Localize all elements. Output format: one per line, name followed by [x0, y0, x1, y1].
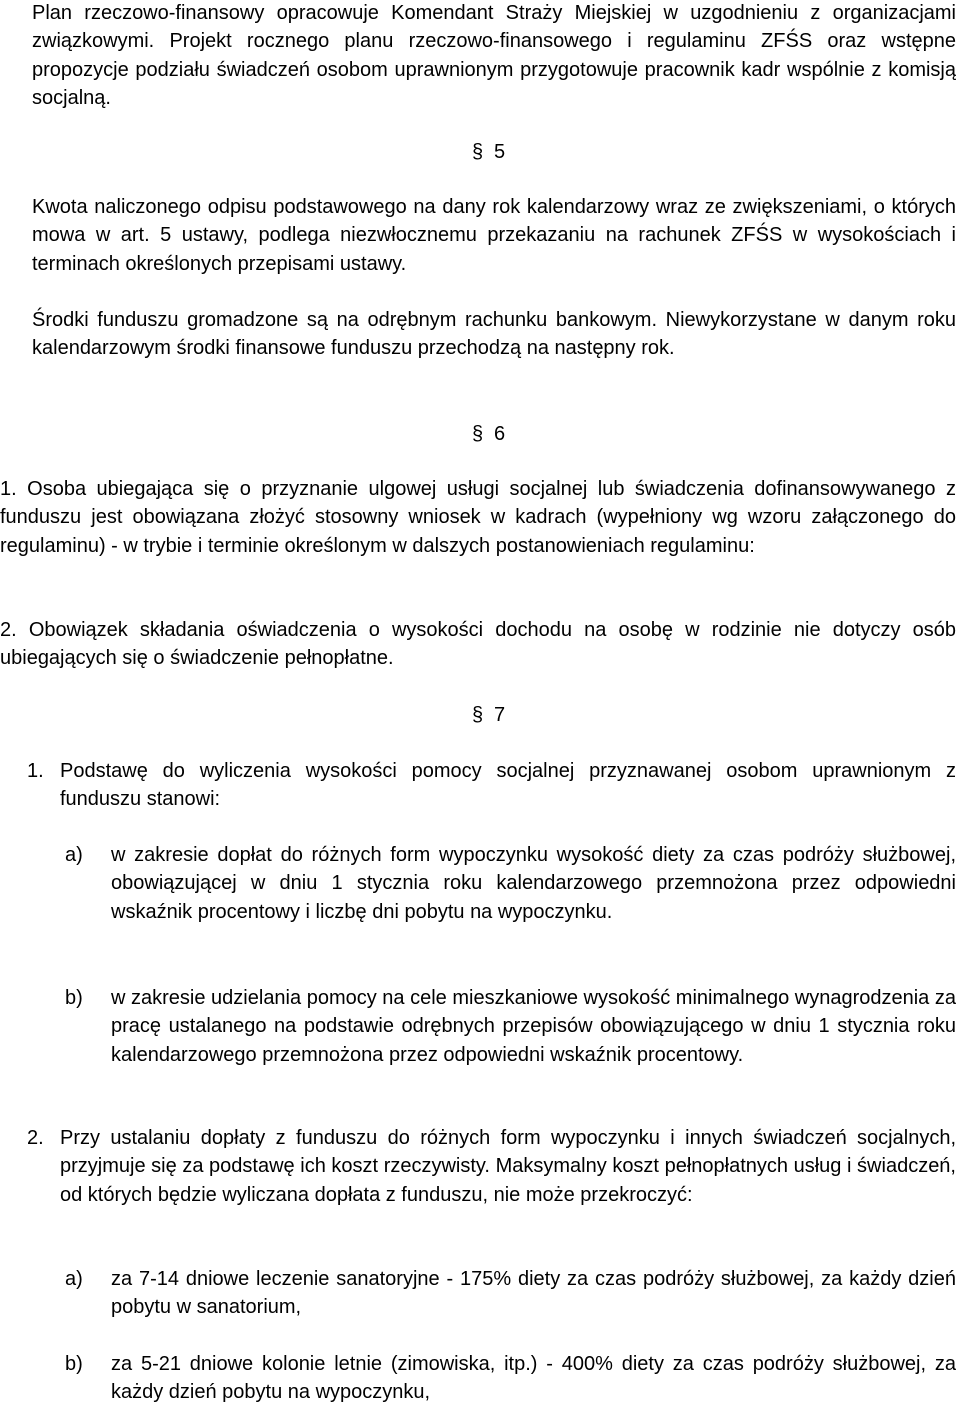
- item-text: Osoba ubiegająca się o przyznanie ulgowej usługi socjalnej lub świadczenia dofinansowywanego z funduszu jest obowiązana złożyć stosowny wniosek w kadrach (wypełniony wg wzoru załączonego do regulaminu) - w trybie i terminie określonym w dalszych postanowieniach regulaminu:: [0, 478, 957, 557]
- section-number: 7: [494, 704, 506, 726]
- section-7-item-1-b: [65, 984, 956, 1069]
- item-marker: 2.: [0, 619, 17, 641]
- section-sign: §: [472, 423, 484, 445]
- section-6-heading: [472, 420, 532, 448]
- section-5-paragraph-1: Kwota naliczonego odpisu podstawowego na dany rok kalendarzowy wraz ze zwiększeniami, o których mowa w art. 5 ustawy, podlega niezwłocznemu przekazaniu na rachunek ZFŚS w wysokościach i terminach określonych przepisami ustawy.: [32, 196, 956, 275]
- item-marker: b): [65, 987, 83, 1009]
- item-marker: 1.: [0, 478, 17, 500]
- section-6-item-1: [0, 475, 956, 560]
- item-text: Podstawę do wyliczenia wysokości pomocy socjalnej przyznawanej osobom uprawnionym z funduszu stanowi:: [60, 760, 956, 811]
- item-text: Obowiązek składania oświadczenia o wysokości dochodu na osobę w rodzinie nie dotyczy osób ubiegających się o świadczenie pełnopłatne.: [0, 619, 956, 670]
- section-number: 6: [494, 423, 506, 445]
- intro-paragraph: Plan rzeczowo-finansowy opracowuje Komendant Straży Miejskiej w uzgodnieniu z organizacjami związkowymi. Projekt rocznego planu rzeczowo-finansowego i regulaminu ZFŚS oraz wstępne propozycje podziału świadczeń osobom uprawnionym przygotowuje pracownik kadr wspólnie z komisją socjalną.: [32, 2, 956, 110]
- section-7-item-1-a: [65, 841, 956, 926]
- section-7-item-2: [27, 1124, 956, 1209]
- item-text: w zakresie udzielania pomocy na cele mieszkaniowe wysokość minimalnego wynagrodzenia za pracę ustalanego na podstawie odrębnych przepisów obowiązującego w dniu 1 stycznia roku kalendarzowego przemnożona przez odpowiedni wskaźnik procentowy.: [111, 987, 956, 1066]
- section-5-heading: [472, 138, 532, 166]
- item-marker: 2.: [27, 1127, 44, 1149]
- item-text: Przy ustalaniu dopłaty z funduszu do różnych form wypoczynku i innych świadczeń socjalnych, przyjmuje się za podstawę ich koszt rzeczywisty. Maksymalny koszt pełnopłatnych usług i świadczeń, od których będzie wyliczana dopłata z funduszu, nie może przekroczyć:: [60, 1127, 956, 1206]
- section-7-heading: [472, 701, 532, 729]
- item-text: w zakresie dopłat do różnych form wypoczynku wysokość diety za czas podróży służbowej, obowiązującej w dniu 1 stycznia roku kalendarzowego przemnożona przez odpowiedni wskaźnik procentowy i liczbę dni pobytu na wypoczynku.: [111, 844, 956, 923]
- item-marker: a): [65, 844, 83, 866]
- section-sign: §: [472, 704, 484, 726]
- section-6-item-2: [0, 616, 956, 673]
- item-text: za 7-14 dniowe leczenie sanatoryjne - 175% diety za czas podróży służbowej, za każdy dzień pobytu w sanatorium,: [111, 1268, 956, 1319]
- section-5-paragraph-2: Środki funduszu gromadzone są na odrębnym rachunku bankowym. Niewykorzystane w danym roku kalendarzowym środki finansowe funduszu przechodzą na następny rok.: [32, 309, 956, 360]
- section-number: 5: [494, 141, 506, 163]
- item-marker: a): [65, 1268, 83, 1290]
- item-text: za 5-21 dniowe kolonie letnie (zimowiska, itp.) - 400% diety za czas podróży służbowej, za każdy dzień pobytu na wypoczynku,: [111, 1353, 956, 1404]
- item-marker: 1.: [27, 760, 44, 782]
- section-7-item-2-b: [65, 1350, 956, 1407]
- item-marker: b): [65, 1353, 83, 1375]
- section-7-item-1: [27, 757, 956, 814]
- section-sign: §: [472, 141, 484, 163]
- section-7-item-2-a: [65, 1265, 956, 1322]
